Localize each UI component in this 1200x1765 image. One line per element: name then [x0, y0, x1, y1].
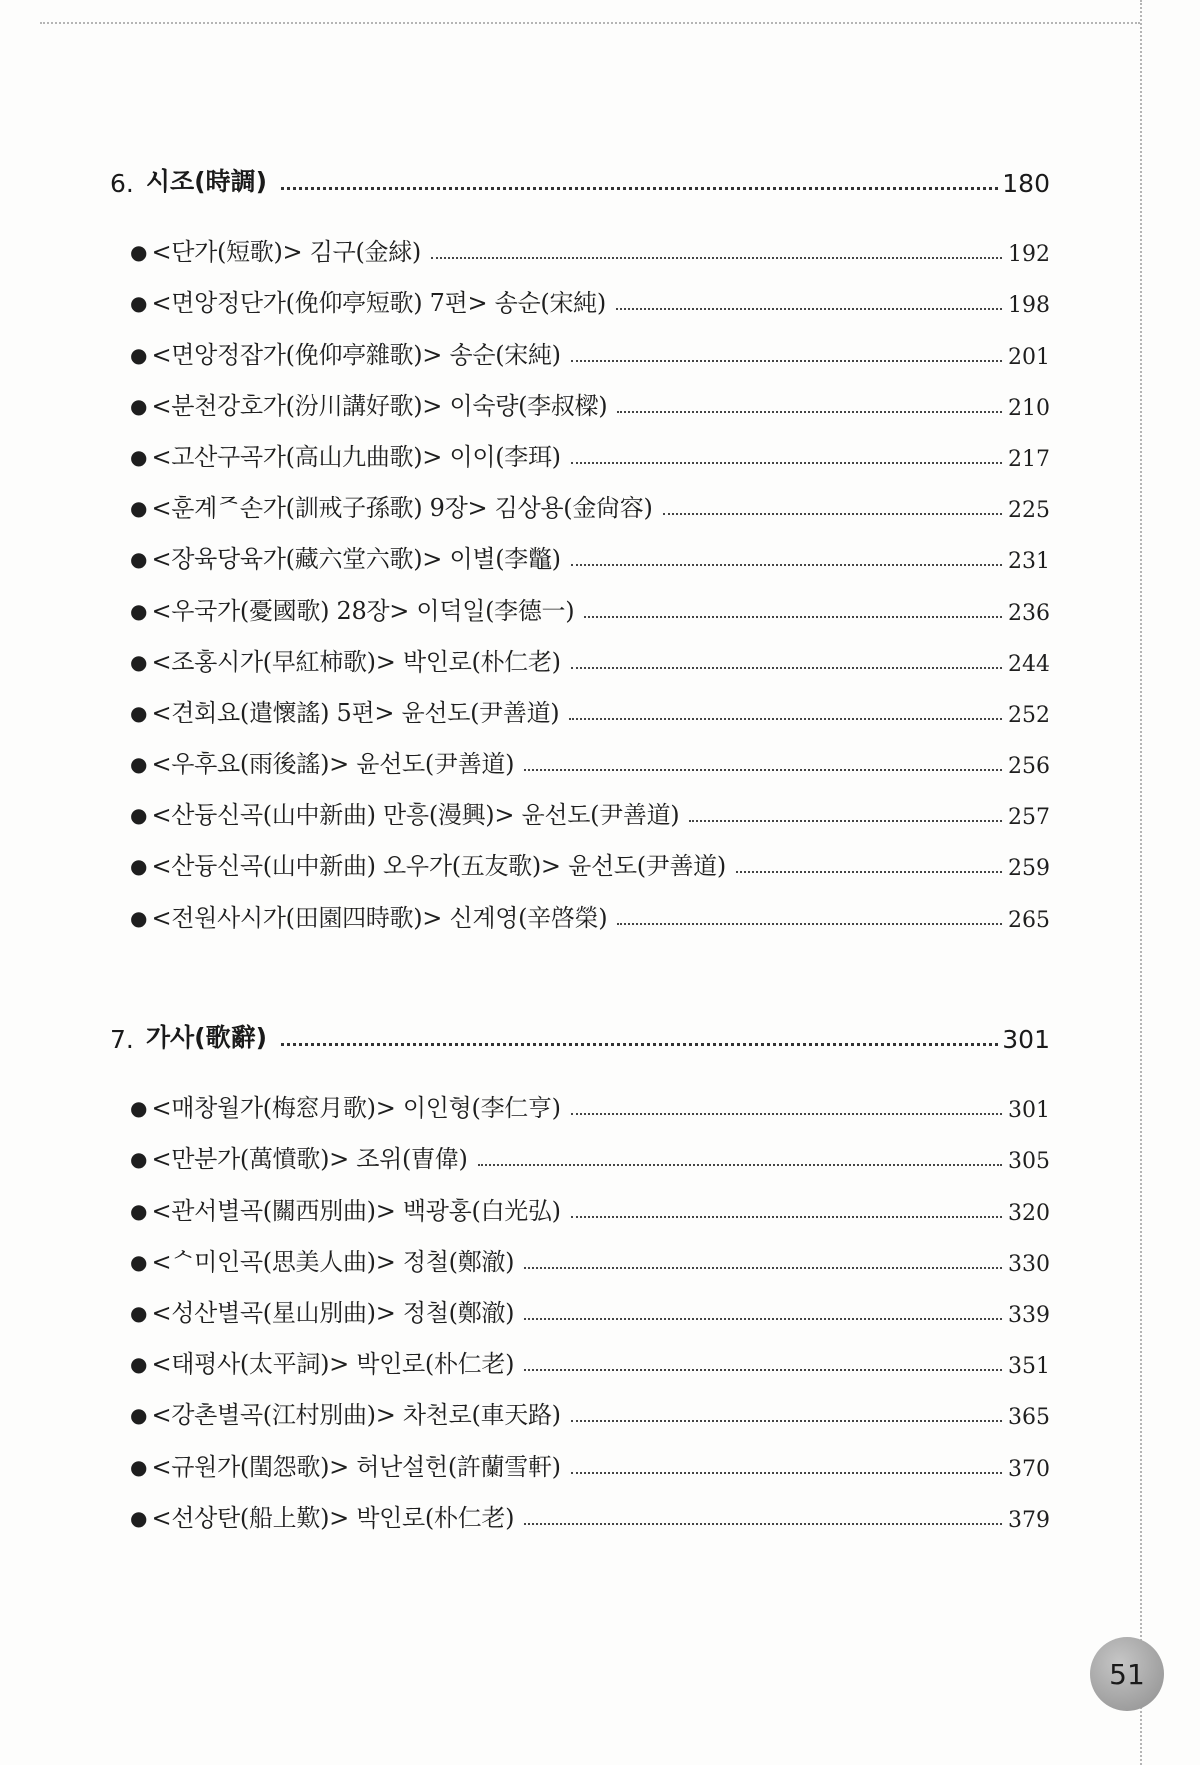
bullet-icon: ●: [130, 1300, 148, 1325]
leader-dots: [281, 1043, 998, 1046]
toc-entry: [110, 574, 1050, 625]
leader-dots: [571, 1420, 1002, 1422]
entry-title: <매창월가(梅窓月歌)> 이인형(李仁亨): [151, 1094, 561, 1123]
toc-entry: [110, 728, 1050, 779]
toc-entry: [110, 472, 1050, 523]
leader-dots: [431, 257, 1002, 259]
toc-entry: [110, 1072, 1050, 1123]
entry-title: <훈계ᄌ손가(訓戒子孫歌) 9장> 김상용(金尙容): [151, 494, 653, 523]
entry-title: <태평사(太平詞)> 박인로(朴仁老): [151, 1350, 515, 1379]
entry-title: <고산구곡가(高山九曲歌)> 이이(李珥): [151, 442, 561, 471]
toc-entry: [110, 1226, 1050, 1277]
page-number-badge: [1090, 1637, 1164, 1711]
leader-dots: [571, 360, 1002, 362]
leader-dots: [524, 1318, 1002, 1320]
entry-page: 370: [1008, 1456, 1050, 1482]
leader-dots: [617, 923, 1002, 925]
entry-title: <장육당육가(藏六堂六歌)> 이별(李鼈): [151, 545, 561, 574]
bullet-icon: ●: [130, 854, 148, 879]
entry-title: <만분가(萬憤歌)> 조위(曺偉): [151, 1145, 468, 1174]
section-number: 7.: [110, 1025, 134, 1054]
entry-page: 210: [1008, 395, 1050, 421]
entry-title: <산듕신곡(山中新曲) 오우가(五友歌)> 윤선도(尹善道): [151, 852, 726, 881]
leader-dots: [524, 1369, 1002, 1371]
entry-page: 217: [1008, 446, 1050, 472]
bullet-icon: ●: [130, 393, 148, 418]
leader-dots: [281, 187, 998, 190]
toc-entry: [110, 370, 1050, 421]
entry-title: <견회요(遣懷謠) 5편> 윤선도(尹善道): [151, 698, 560, 727]
leader-dots: [571, 462, 1002, 464]
bullet-icon: ●: [130, 700, 148, 725]
bullet-icon: ●: [130, 496, 148, 521]
toc-entry: [110, 1328, 1050, 1379]
toc-entry: [110, 216, 1050, 267]
entry-title: <우후요(雨後謠)> 윤선도(尹善道): [151, 750, 515, 779]
entry-title: <단가(短歌)> 김구(金絿): [151, 238, 421, 267]
toc-entry: [110, 1482, 1050, 1533]
bullet-icon: ●: [130, 1147, 148, 1172]
entry-title: <성산별곡(星山別曲)> 정철(鄭澈): [151, 1298, 515, 1327]
leader-dots: [524, 1523, 1002, 1525]
entry-title: <강촌별곡(江村別曲)> 차천로(車天路): [151, 1401, 561, 1430]
entry-title: <선상탄(船上歎)> 박인로(朴仁老): [151, 1503, 515, 1532]
entry-page: 244: [1008, 651, 1050, 677]
toc-entry: [110, 318, 1050, 369]
section-heading: [110, 1010, 1050, 1054]
entry-page: 301: [1008, 1098, 1050, 1124]
entry-page: 351: [1008, 1354, 1050, 1380]
bullet-icon: ●: [130, 1198, 148, 1223]
leader-dots: [571, 1113, 1002, 1115]
bullet-icon: ●: [130, 1403, 148, 1428]
entry-page: 252: [1008, 702, 1050, 728]
toc-entry: [110, 421, 1050, 472]
toc-entry: [110, 1174, 1050, 1225]
toc-entry: [110, 1379, 1050, 1430]
leader-dots: [571, 564, 1002, 566]
entry-title: <분천강호가(汾川講好歌)> 이숙량(李叔樑): [151, 391, 608, 420]
entry-page: 320: [1008, 1200, 1050, 1226]
bullet-icon: ●: [130, 240, 148, 265]
bullet-icon: ●: [130, 598, 148, 623]
toc-entry: [110, 626, 1050, 677]
leader-dots: [584, 616, 1002, 618]
section-title: 시조(時調): [145, 167, 268, 196]
entry-page: 265: [1008, 907, 1050, 933]
entry-page: 259: [1008, 856, 1050, 882]
section-page: 180: [1002, 169, 1050, 198]
page-number: 51: [1109, 1657, 1145, 1691]
bullet-icon: ●: [130, 1505, 148, 1530]
toc-entry: [110, 830, 1050, 881]
leader-dots: [571, 667, 1002, 669]
entry-list: [110, 1072, 1050, 1533]
toc-entry: [110, 881, 1050, 932]
bullet-icon: ●: [130, 1096, 148, 1121]
bullet-icon: ●: [130, 547, 148, 572]
leader-dots: [736, 871, 1002, 873]
leader-dots: [663, 513, 1002, 515]
leader-dots: [524, 769, 1002, 771]
toc-section-6: [110, 154, 1050, 933]
section-heading: [110, 154, 1050, 198]
leader-dots: [569, 718, 1002, 720]
bullet-icon: ●: [130, 803, 148, 828]
entry-page: 365: [1008, 1405, 1050, 1431]
entry-page: 236: [1008, 600, 1050, 626]
toc-entry: [110, 1277, 1050, 1328]
toc-entry: [110, 677, 1050, 728]
leader-dots: [524, 1267, 1002, 1269]
section-title: 가사(歌辭): [145, 1023, 268, 1052]
leader-dots: [689, 820, 1002, 822]
bullet-icon: ●: [130, 1249, 148, 1274]
entry-page: 256: [1008, 754, 1050, 780]
entry-list: [110, 216, 1050, 933]
entry-title: <면앙정단가(俛仰亭短歌) 7편> 송순(宋純): [151, 289, 606, 318]
bullet-icon: ●: [130, 1352, 148, 1377]
toc-entry: [110, 1123, 1050, 1174]
toc-entry: [110, 779, 1050, 830]
entry-page: 231: [1008, 549, 1050, 575]
bullet-icon: ●: [130, 444, 148, 469]
leader-dots: [571, 1216, 1002, 1218]
toc-entry: [110, 267, 1050, 318]
section-page: 301: [1002, 1025, 1050, 1054]
entry-page: 198: [1008, 293, 1050, 319]
bullet-icon: ●: [130, 291, 148, 316]
entry-page: 330: [1008, 1251, 1050, 1277]
entry-page: 379: [1008, 1507, 1050, 1533]
entry-page: 339: [1008, 1302, 1050, 1328]
entry-page: 201: [1008, 344, 1050, 370]
bullet-icon: ●: [130, 649, 148, 674]
entry-page: 257: [1008, 805, 1050, 831]
entry-page: 192: [1008, 242, 1050, 268]
leader-dots: [616, 308, 1002, 310]
leader-dots: [571, 1472, 1002, 1474]
leader-dots: [617, 411, 1002, 413]
entry-page: 305: [1008, 1149, 1050, 1175]
entry-title: <규원가(閨怨歌)> 허난설헌(許蘭雪軒): [151, 1452, 561, 1481]
bullet-icon: ●: [130, 1454, 148, 1479]
leader-dots: [478, 1164, 1002, 1166]
entry-title: <관서별곡(關西別曲)> 백광홍(白光弘): [151, 1196, 561, 1225]
bullet-icon: ●: [130, 905, 148, 930]
toc-section-7: [110, 1010, 1050, 1533]
bullet-icon: ●: [130, 752, 148, 777]
section-number: 6.: [110, 169, 134, 198]
toc-entry: [110, 523, 1050, 574]
entry-title: <조홍시가(早紅柿歌)> 박인로(朴仁老): [151, 647, 561, 676]
entry-title: <면앙정잡가(俛仰亭雜歌)> 송순(宋純): [151, 340, 561, 369]
entry-title: <산듕신곡(山中新曲) 만흥(漫興)> 윤선도(尹善道): [151, 801, 680, 830]
entry-title: <ᄉ미인곡(思美人曲)> 정철(鄭澈): [151, 1247, 515, 1276]
entry-page: 225: [1008, 498, 1050, 524]
bullet-icon: ●: [130, 342, 148, 367]
toc-entry: [110, 1430, 1050, 1481]
entry-title: <우국가(憂國歌) 28장> 이덕일(李德一): [151, 596, 575, 625]
entry-title: <전원사시가(田園四時歌)> 신계영(辛啓榮): [151, 903, 608, 932]
